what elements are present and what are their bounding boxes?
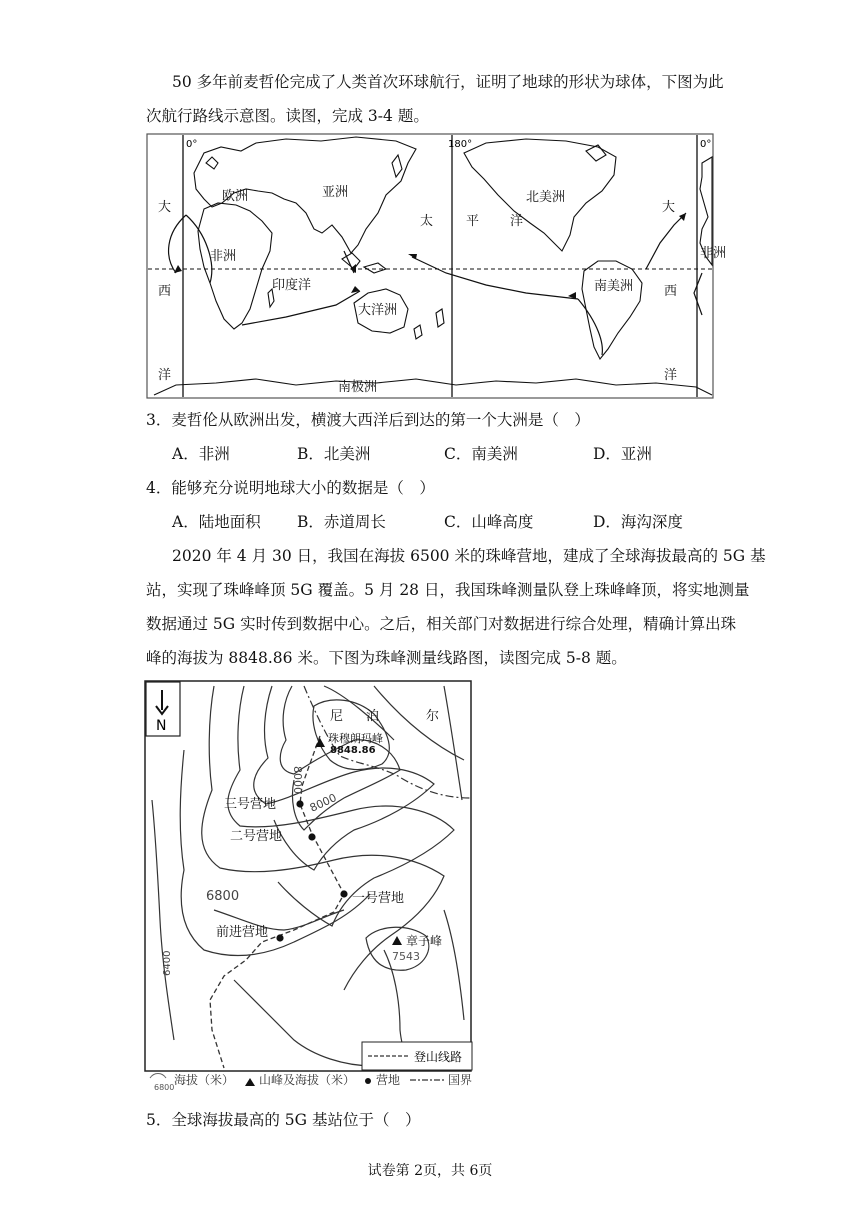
label-europe: 欧洲 bbox=[222, 189, 249, 204]
q3-option-c: C．南美洲 bbox=[444, 445, 518, 463]
magellan-route-map bbox=[146, 133, 727, 399]
label-atlantic-left-2: 西 bbox=[158, 284, 172, 299]
label-pacific-3: 洋 bbox=[510, 214, 524, 229]
q3-stem: 3．麦哲伦从欧洲出发，横渡大西洋后到达的第一个大洲是（ ） bbox=[146, 411, 590, 429]
intro2-line4: 峰的海拔为 8848.86 米。下图为珠峰测量线路图，读图完成 5-8 题。 bbox=[146, 649, 627, 667]
label-antarctica: 南极洲 bbox=[338, 380, 378, 395]
label-pacific-1: 太 bbox=[420, 214, 434, 229]
q4-option-a: A．陆地面积 bbox=[172, 513, 261, 531]
label-zhangzi-alt: 7543 bbox=[392, 950, 420, 963]
contour-label-6800: 6800 bbox=[206, 889, 240, 904]
label-africa-left: 非洲 bbox=[210, 249, 237, 264]
lon-0-left: 0° bbox=[186, 139, 198, 150]
label-everest-name: 珠穆朗玛峰 bbox=[328, 732, 383, 745]
label-nepal-2: 泊 bbox=[366, 709, 380, 724]
label-zhangzi: 章子峰 bbox=[406, 934, 443, 948]
legend-peak-label: 山峰及海拔（米） bbox=[259, 1073, 356, 1087]
contour-label-6400: 6400 bbox=[162, 950, 173, 976]
label-atlantic-right-1: 大 bbox=[662, 200, 676, 215]
q3-option-d: D．亚洲 bbox=[593, 445, 652, 463]
q5-stem: 5．全球海拔最高的 5G 基站位于（ ） bbox=[146, 1111, 421, 1129]
q4-option-d: D．海沟深度 bbox=[593, 513, 683, 531]
label-camp2: 二号营地 bbox=[230, 829, 283, 844]
label-atlantic-left-1: 大 bbox=[158, 200, 172, 215]
label-camp-advance: 前进营地 bbox=[216, 925, 269, 940]
intro2-line3: 数据通过 5G 实时传到数据中心。之后，相关部门对数据进行综合处理，精确计算出珠 bbox=[146, 615, 737, 633]
north-arrow-label: N bbox=[156, 718, 167, 734]
page-footer: 试卷第 2页，共 6页 bbox=[367, 1163, 493, 1179]
legend-route-label: 登山线路 bbox=[414, 1050, 463, 1064]
q4-option-b: B．赤道周长 bbox=[297, 513, 386, 531]
intro2-line1: 2020 年 4 月 30 日，我国在海拔 6500 米的珠峰营地，建成了全球海拔最高的 5G 基 bbox=[172, 547, 766, 565]
everest-route-map bbox=[144, 680, 474, 1096]
legend-border-label: 国界 bbox=[448, 1073, 473, 1087]
label-south-america: 南美洲 bbox=[594, 279, 634, 294]
legend-camp-label: 营地 bbox=[376, 1073, 401, 1087]
q3-option-b: B．北美洲 bbox=[297, 445, 371, 463]
intro1-line2: 次航行路线示意图。读图，完成 3-4 题。 bbox=[146, 107, 429, 125]
contour-label-8000-a: 8000 bbox=[291, 766, 304, 794]
label-oceania: 大洋洲 bbox=[358, 303, 398, 318]
intro2-line2: 站，实现了珠峰峰顶 5G 覆盖。5 月 28 日，我国珠峰测量队登上珠峰峰顶，将实地测量 bbox=[146, 581, 750, 599]
intro1-line1: 50 多年前麦哲伦完成了人类首次环球航行，证明了地球的形状为球体，下图为此 bbox=[172, 73, 724, 91]
label-indian-ocean: 印度洋 bbox=[272, 278, 312, 293]
lon-0-right: 0° bbox=[700, 139, 712, 150]
label-north-america: 北美洲 bbox=[526, 190, 566, 205]
label-camp3: 三号营地 bbox=[224, 797, 277, 812]
label-pacific-2: 平 bbox=[466, 214, 480, 229]
lon-180: 180° bbox=[448, 139, 473, 150]
label-asia: 亚洲 bbox=[322, 185, 349, 200]
label-camp1: 一号营地 bbox=[352, 891, 405, 906]
contour-label-8000-b: 8000 bbox=[307, 791, 339, 815]
label-everest-alt: 8848.86 bbox=[330, 745, 376, 756]
label-africa-right: 非洲 bbox=[700, 246, 727, 261]
label-atlantic-right-3: 洋 bbox=[664, 368, 678, 383]
legend-contour-label: 海拔（米） bbox=[174, 1073, 235, 1087]
q4-option-c: C．山峰高度 bbox=[444, 513, 534, 531]
q3-option-a: A．非洲 bbox=[172, 445, 230, 463]
q4-stem: 4．能够充分说明地球大小的数据是（ ） bbox=[146, 479, 435, 497]
legend-contour-value: 6800 bbox=[154, 1083, 175, 1092]
label-atlantic-left-3: 洋 bbox=[158, 368, 172, 383]
label-nepal-1: 尼 bbox=[330, 709, 344, 724]
label-nepal-3: 尔 bbox=[426, 709, 440, 724]
label-atlantic-right-2: 西 bbox=[664, 284, 678, 299]
